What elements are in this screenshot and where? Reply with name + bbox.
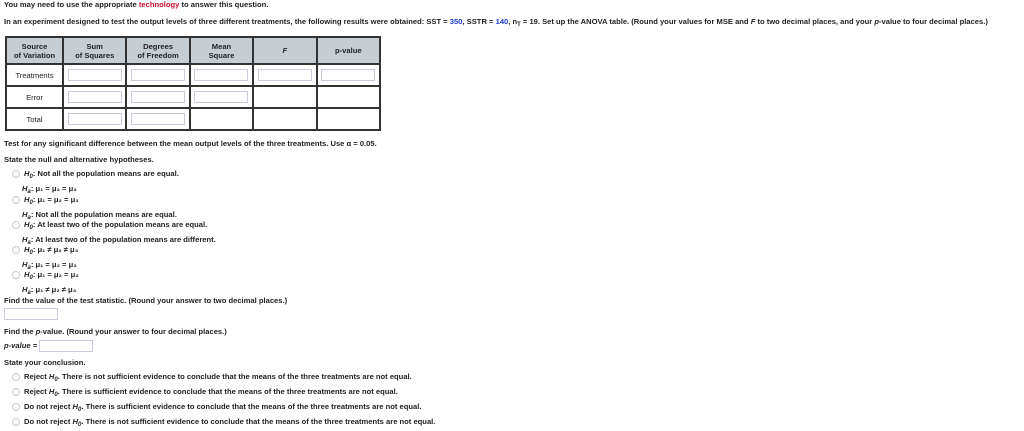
statistic-prompt: Find the value of the test statistic. (Round your answer to two decimal places.) bbox=[4, 296, 288, 305]
pvalue-field-row bbox=[4, 340, 93, 352]
hypothesis-option[interactable]: $H_0$: μ₁ = μ₂ = μ₃ $H_a$: Not all the population means are equal. bbox=[12, 194, 177, 224]
header-text: You may need to use the appropriate bbox=[4, 0, 139, 9]
conclusion-pre: Reject bbox=[24, 372, 49, 381]
conclusion-pre: Do not reject bbox=[24, 402, 73, 411]
hypotheses-prompt: State the null and alternative hypotheses. bbox=[4, 155, 154, 164]
ha-text: μ₁ = μ₂ = μ₃ bbox=[35, 260, 77, 269]
treatments-df-input[interactable] bbox=[131, 69, 185, 81]
intro-mid2: , n bbox=[508, 17, 518, 26]
ha-symbol: $H_a$ bbox=[22, 184, 31, 195]
empty-cell bbox=[190, 108, 253, 130]
p-italic: p bbox=[874, 17, 879, 26]
conclusion-pre: Do not reject bbox=[24, 417, 73, 426]
radio-button[interactable] bbox=[12, 373, 20, 381]
table-header-row bbox=[6, 37, 380, 64]
total-ss-input[interactable] bbox=[68, 113, 122, 125]
intro-mid4: to two decimal places, and your bbox=[755, 17, 875, 26]
f-italic: F bbox=[750, 17, 756, 26]
col-df: Degrees of Freedom bbox=[126, 37, 189, 64]
hypothesis-option[interactable]: $H_0$: At least two of the population means are equal. $H_a$: At least two of the population means are different. bbox=[12, 219, 216, 249]
row-label: Error bbox=[6, 86, 63, 108]
conclusion-option[interactable] bbox=[12, 417, 435, 428]
radio-button[interactable] bbox=[12, 221, 20, 229]
sstr-value: 140 bbox=[495, 17, 509, 26]
ha-symbol: $H_a$ bbox=[22, 260, 31, 271]
h0-symbol: $H_0$ bbox=[24, 245, 33, 256]
technology-link[interactable]: technology bbox=[138, 0, 180, 9]
treatments-f-input[interactable] bbox=[258, 69, 312, 81]
h0-text: At least two of the population means are equal. bbox=[37, 220, 208, 229]
hypothesis-option[interactable]: $H_0$: Not all the population means are equal. $H_a$: μ₁ = μ₂ = μ₃ bbox=[12, 168, 179, 198]
conclusion-prompt: State your conclusion. bbox=[4, 358, 86, 367]
table-row bbox=[6, 64, 380, 86]
radio-button[interactable] bbox=[12, 196, 20, 204]
intro-mid: , SSTR = bbox=[462, 17, 496, 26]
total-df-input[interactable] bbox=[131, 113, 185, 125]
conclusion-text: . There is not sufficient evidence to conclude that the means of the three treatments are not equal. bbox=[57, 372, 412, 381]
test-instruction: Test for any significant difference between the mean output levels of the three treatments. Use α = 0.05. bbox=[4, 139, 377, 148]
ha-symbol: $H_a$ bbox=[22, 210, 31, 221]
ha-symbol: $H_a$ bbox=[22, 285, 31, 296]
empty-cell bbox=[253, 86, 316, 108]
col-f: F bbox=[253, 37, 316, 64]
treatments-pvalue-input[interactable] bbox=[321, 69, 375, 81]
test-statistic-input[interactable] bbox=[4, 308, 58, 320]
radio-button[interactable] bbox=[12, 246, 20, 254]
error-ss-input[interactable] bbox=[68, 91, 122, 103]
sst-value: 350 bbox=[449, 17, 463, 26]
col-mean-square: Mean Square bbox=[190, 37, 253, 64]
h0-symbol: $H_0$ bbox=[24, 220, 33, 231]
table-row bbox=[6, 108, 380, 130]
pvalue-label: p-value = bbox=[4, 341, 38, 350]
radio-button[interactable] bbox=[12, 418, 20, 426]
error-df-input[interactable] bbox=[131, 91, 185, 103]
hypothesis-option[interactable]: $H_0$: μ₁ ≠ μ₂ ≠ μ₃ $H_a$: μ₁ = μ₂ = μ₃ bbox=[12, 244, 78, 274]
row-label: Total bbox=[6, 108, 63, 130]
hypothesis-option[interactable]: $H_0$: μ₁ = μ₂ = μ₃ $H_a$: μ₁ ≠ μ₂ ≠ μ₃ bbox=[12, 269, 79, 299]
ha-symbol: $H_a$ bbox=[22, 235, 31, 246]
table-row bbox=[6, 86, 380, 108]
conclusion-text: . There is sufficient evidence to conclude that the means of the three treatments are not equal. bbox=[57, 387, 398, 396]
h0-text: μ₁ ≠ μ₂ ≠ μ₃ bbox=[37, 245, 79, 254]
radio-button[interactable] bbox=[12, 388, 20, 396]
ha-text: At least two of the population means are different. bbox=[35, 235, 216, 244]
row-label: Treatments bbox=[6, 64, 63, 86]
ha-text: μ₁ ≠ μ₂ ≠ μ₃ bbox=[35, 285, 77, 294]
conclusion-text: . There is sufficient evidence to conclude that the means of the three treatments are not equal. bbox=[81, 402, 422, 411]
pvalue-prompt: Find the p-value. (Round your answer to four decimal places.) bbox=[4, 327, 227, 336]
conclusion-pre: Reject bbox=[24, 387, 49, 396]
conclusion-option[interactable] bbox=[12, 402, 421, 413]
h0-symbol: $H_0$ bbox=[72, 402, 82, 413]
col-sum-squares: Sum of Squares bbox=[63, 37, 126, 64]
ha-text: μ₁ = μ₂ = μ₃ bbox=[35, 184, 77, 193]
conclusion-option[interactable] bbox=[12, 387, 398, 398]
anova-table bbox=[5, 36, 381, 131]
empty-cell bbox=[253, 108, 316, 130]
h0-symbol: $H_0$ bbox=[24, 169, 33, 180]
ha-text: Not all the population means are equal. bbox=[35, 210, 177, 219]
radio-button[interactable] bbox=[12, 403, 20, 411]
empty-cell bbox=[317, 86, 380, 108]
h0-text: μ₁ = μ₂ = μ₃ bbox=[37, 270, 79, 279]
col-source: Source of Variation bbox=[6, 37, 63, 64]
conclusion-option[interactable] bbox=[12, 372, 412, 383]
h0-symbol: $H_0$ bbox=[24, 270, 33, 281]
nt-subscript: T bbox=[517, 22, 521, 28]
problem-statement bbox=[4, 17, 1020, 28]
intro-end: -value to four decimal places.) bbox=[878, 17, 988, 26]
empty-cell bbox=[317, 108, 380, 130]
instruction-header bbox=[4, 0, 268, 9]
error-ms-input[interactable] bbox=[194, 91, 248, 103]
radio-button[interactable] bbox=[12, 170, 20, 178]
h0-text: Not all the population means are equal. bbox=[37, 169, 179, 178]
conclusion-text: . There is not sufficient evidence to conclude that the means of the three treatments are not equal. bbox=[81, 417, 436, 426]
intro-text: In an experiment designed to test the output levels of three different treatments, the following results were obtained: SST = bbox=[4, 17, 450, 26]
col-p-value: p-value bbox=[317, 37, 380, 64]
treatments-ss-input[interactable] bbox=[68, 69, 122, 81]
treatments-ms-input[interactable] bbox=[194, 69, 248, 81]
header-text-end: to answer this question. bbox=[179, 0, 269, 9]
h0-symbol: $H_0$ bbox=[24, 195, 33, 206]
pvalue-input[interactable] bbox=[39, 340, 93, 352]
radio-button[interactable] bbox=[12, 271, 20, 279]
h0-symbol: $H_0$ bbox=[48, 372, 58, 383]
intro-mid3: = 19. Set up the ANOVA table. (Round your values for MSE and bbox=[520, 17, 751, 26]
h0-symbol: $H_0$ bbox=[72, 417, 82, 428]
h0-text: μ₁ = μ₂ = μ₃ bbox=[37, 195, 79, 204]
h0-symbol: $H_0$ bbox=[48, 387, 58, 398]
